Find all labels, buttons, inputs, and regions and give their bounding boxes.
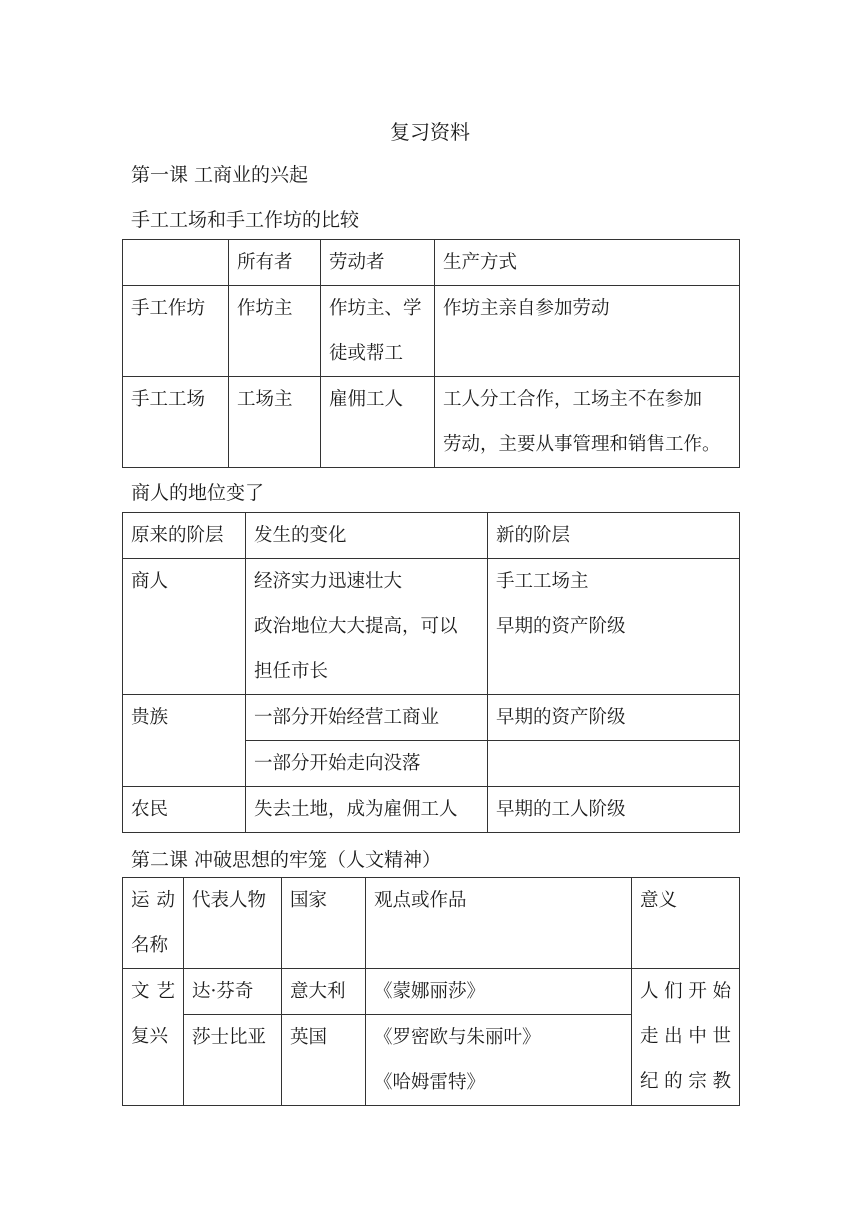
table-row [123, 286, 740, 377]
header-cell-change: 发生的变化 [246, 513, 488, 559]
header-cell-empty [123, 240, 229, 286]
row-change [246, 559, 488, 695]
method-line: 工人分工合作，工场主不在参加 [443, 389, 703, 410]
work-line: 《哈姆雷特》 [374, 1072, 486, 1093]
row-change: 一部分开始经营工商业 [246, 695, 488, 741]
renaissance-table [122, 877, 740, 1106]
row-name: 贵族 [123, 695, 246, 787]
table-row [123, 377, 740, 468]
table-header-row [123, 878, 740, 969]
row-name: 手工作坊 [123, 286, 229, 377]
row-laborer [321, 286, 435, 377]
page-title: 复习资料 [390, 120, 470, 144]
table2-caption: 商人的地位变了 [131, 482, 265, 504]
row-method [435, 377, 740, 468]
row-name: 商人 [123, 559, 246, 695]
header-cell-method: 生产方式 [435, 240, 740, 286]
row-work [366, 1015, 632, 1106]
header-cell-new: 新的阶层 [488, 513, 740, 559]
row-country: 意大利 [282, 969, 366, 1015]
method-line: 作坊主亲自参加劳动 [443, 298, 610, 319]
laborer-line: 作坊主、学 [329, 298, 422, 319]
header-cell-movement [123, 878, 184, 969]
row-name: 农民 [123, 787, 246, 833]
row-method [435, 286, 740, 377]
laborer-line: 雇佣工人 [329, 389, 404, 410]
meaning-line: 纪的宗教 [640, 1071, 731, 1092]
table-header-row [123, 513, 740, 559]
header-cell-country: 国家 [282, 878, 366, 969]
new-line: 早期的资产阶级 [496, 616, 626, 637]
table1-caption: 手工工场和手工作坊的比较 [131, 209, 360, 231]
workshop-comparison-table [122, 239, 740, 468]
row-movement [123, 969, 184, 1106]
meaning-line: 走出中世 [640, 1026, 731, 1047]
laborer-line: 徒或帮工 [329, 343, 404, 364]
header-cell-owner: 所有者 [229, 240, 321, 286]
row-person: 莎士比亚 [184, 1015, 282, 1106]
table-row [123, 695, 740, 741]
movement-line: 复兴 [131, 1026, 169, 1047]
row-change: 失去土地，成为雇佣工人 [246, 787, 488, 833]
new-line: 手工工场主 [496, 571, 589, 592]
merchant-status-table [122, 512, 740, 833]
header-line: 名称 [131, 935, 169, 956]
table-row [123, 559, 740, 695]
row-owner: 作坊主 [229, 286, 321, 377]
meaning-line: 人们开始 [640, 981, 731, 1002]
row-person: 达·芬奇 [184, 969, 282, 1015]
header-cell-person: 代表人物 [184, 878, 282, 969]
row-new: 早期的工人阶级 [488, 787, 740, 833]
header-cell-work: 观点或作品 [366, 878, 632, 969]
row-new: 早期的资产阶级 [488, 695, 740, 741]
row-owner: 工场主 [229, 377, 321, 468]
header-cell-laborer: 劳动者 [321, 240, 435, 286]
row-laborer [321, 377, 435, 468]
table-header-row [123, 240, 740, 286]
row-new [488, 559, 740, 695]
row-meaning [632, 969, 740, 1106]
table-row [123, 787, 740, 833]
header-cell-original: 原来的阶层 [123, 513, 246, 559]
row-country: 英国 [282, 1015, 366, 1106]
lesson2-title: 第二课 冲破思想的牢笼（人文精神） [131, 849, 442, 871]
method-line: 劳动，主要从事管理和销售工作。 [443, 434, 721, 455]
work-line: 《蒙娜丽莎》 [374, 981, 486, 1002]
change-line: 担任市长 [254, 661, 329, 682]
header-line: 运动 [131, 890, 175, 911]
change-line: 经济实力迅速壮大 [254, 571, 403, 592]
row-name: 手工工场 [123, 377, 229, 468]
change-line: 政治地位大大提高，可以 [254, 616, 458, 637]
row-change: 一部分开始走向没落 [246, 741, 488, 787]
lesson1-title: 第一课 工商业的兴起 [131, 164, 309, 186]
row-new [488, 741, 740, 787]
header-cell-meaning: 意义 [632, 878, 740, 969]
work-line: 《罗密欧与朱丽叶》 [374, 1027, 541, 1048]
table-row [123, 969, 740, 1015]
row-work [366, 969, 632, 1015]
movement-line: 文艺 [131, 981, 175, 1002]
